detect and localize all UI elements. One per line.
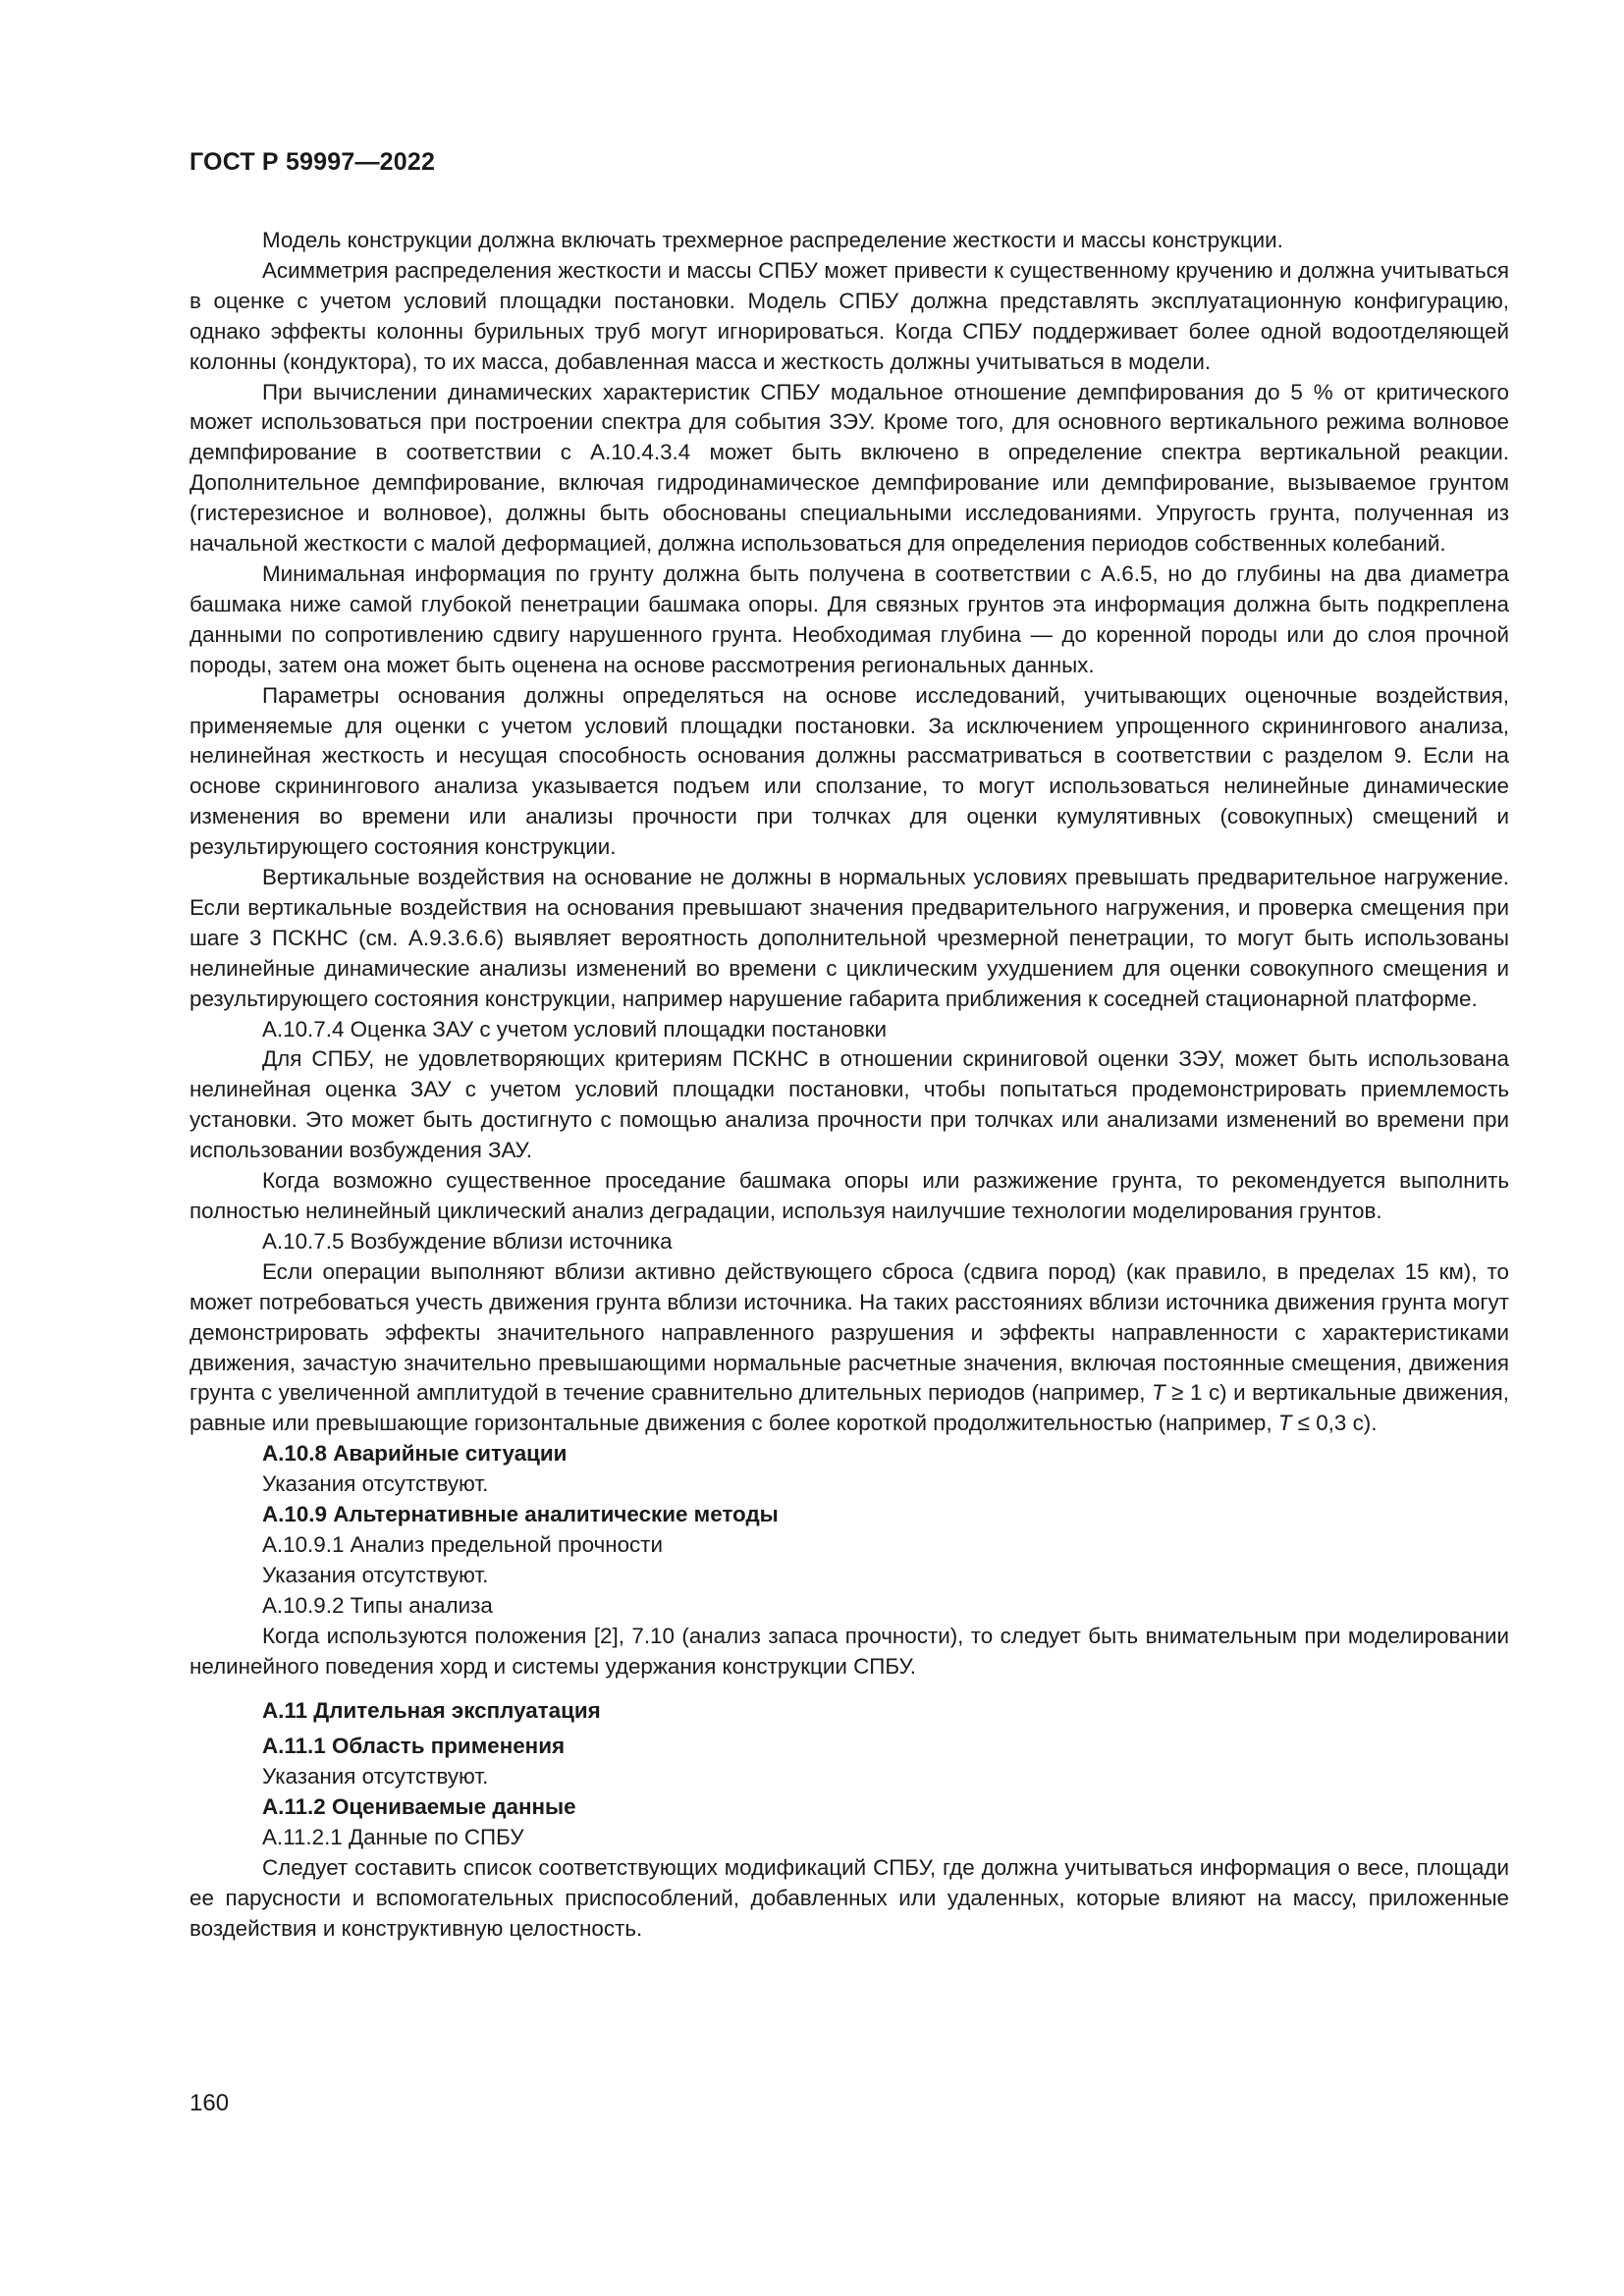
- near-source-text-3: ≤ 0,3 с).: [1291, 1411, 1378, 1436]
- paragraph-soil-info: Минимальная информация по грунту должна быть получена в соответствии с А.6.5, но до глубины на два диаметра башмака ниже самой глубокой пенетрации башмака опоры. Для связных грунтов эта информация должна быть подкреплена данными по сопротивлению сдвигу нарушенного грунта. Необходимая глубина — до коренной породы или до слоя прочной породы, затем она может быть оценена на основе рассмотрения региональных данных.: [189, 561, 1509, 677]
- period-variable-1: T: [1151, 1380, 1165, 1406]
- paragraph-vertical-actions: Вертикальные воздействия на основание не должны в нормальных условиях превышать предварительное нагружение. Если вертикальные воздействия на основания превышают значения предварительного нагружения, и проверка смещения при шаге 3 ПСКНС (см. А.9.3.6.6) выявляет вероятность дополнительной чрезмерной пенетрации, то могут быть использованы нелинейные динамические анализы изменений во времени с циклическим ухудшением для оценки совокупного смещения и результирующего состояния конструкции, например нарушение габарита приближения к соседней стационарной платформе.: [189, 865, 1509, 1011]
- section-heading-a108: А.10.8 Аварийные ситуации: [262, 1441, 568, 1467]
- paragraph-soil-liquefaction: Когда возможно существенное проседание башмака опоры или разжижение грунта, то рекомендуется выполнить полностью нелинейный циклический анализ деградации, используя наилучшие технологии моделирования грунтов.: [189, 1168, 1509, 1223]
- document-header-title: ГОСТ Р 59997—2022: [189, 148, 436, 176]
- paragraph-asymmetry: Асимметрия распределения жесткости и массы СПБУ может привести к существенному кручению и должна учитываться в оценке с учетом условий площадки постановки. Модель СПБУ должна представлять эксплуатационную конфигурацию, однако эффекты колонны бурильных труб могут игнорироваться. Когда СПБУ поддерживает более одной водоотделяющей колонны (кондуктора), то их масса, добавленная масса и жесткость должны учитываться в модели.: [189, 257, 1509, 374]
- document-body: [189, 226, 1509, 1945]
- section-heading-a112: А.11.2 Оцениваемые данные: [262, 1794, 576, 1820]
- page-number: 160: [189, 2090, 230, 2116]
- paragraph-a108-text: Указания отсутствуют.: [262, 1471, 489, 1497]
- paragraph-a1091-text: Указания отсутствуют.: [262, 1562, 489, 1587]
- paragraph-damping: При вычислении динамических характеристик СПБУ модальное отношение демпфирования до 5 % от критического может использоваться при построении спектра для события ЗЭУ. Кроме того, для основного вертикального режима волновое демпфирование в соответствии с А.10.4.3.4 может быть включено в определение спектра вертикальной реакции. Дополнительное демпфирование, включая гидродинамическое демпфирование или демпфирование, вызываемое грунтом (гистерезисное и волновое), должны быть обоснованы специальными исследованиями. Упругость грунта, полученная из начальной жесткости с малой деформацией, должна использоваться для определения периодов собственных колебаний.: [189, 379, 1509, 557]
- paragraph-foundation-params: Параметры основания должны определяться на основе исследований, учитывающих оценочные воздействия, применяемые для оценки с учетом условий площадки постановки. За исключением упрощенного скринингового анализа, нелинейная жесткость и несущая способность основания должны рассматриваться в соответствии с разделом 9. Если на основе скринингового анализа указывается подъем или сползание, то могут использоваться нелинейные динамические изменения во времени или анализы прочности при толчках для оценки кумулятивных (совокупных) смещений и результирующего состояния конструкции.: [189, 682, 1509, 860]
- section-heading-a109: А.10.9 Альтернативные аналитические методы: [262, 1502, 779, 1527]
- paragraph-a1092-text: Когда используются положения [2], 7.10 (анализ запаса прочности), то следует быть внимательным при моделировании нелинейного поведения хорд и системы удержания конструкции СПБУ.: [189, 1623, 1509, 1679]
- paragraph-model-structure: Модель конструкции должна включать трехмерное распределение жесткости и массы конструкции.: [262, 228, 1283, 252]
- paragraph-near-source: [189, 1257, 1509, 1439]
- paragraph-a111-text: Указания отсутствуют.: [262, 1764, 489, 1789]
- near-source-text-2: ≥ 1 с) и вертикальные движения, равные или превышающие горизонтальные движения с более короткой продолжительностью (например,: [189, 1380, 1509, 1436]
- section-heading-a111: А.11.1 Область применения: [262, 1734, 566, 1759]
- paragraph-a1121-text: Следует составить список соответствующих модификаций СПБУ, где должна учитываться информация о весе, площади ее парусности и вспомогательных приспособлений, добавленных или удаленных, которые влияют на массу, приложенные воздействия и конструктивную целостность.: [189, 1855, 1509, 1941]
- section-heading-a11: А.11 Длительная эксплуатация: [262, 1697, 601, 1723]
- paragraph-zau-assessment: Для СПБУ, не удовлетворяющих критериям ПСКНС в отношении скриниговой оценки ЗЭУ, может быть использована нелинейная оценка ЗАУ с учетом условий площадки постановки, чтобы попытаться продемонстрировать приемлемость установки. Это может быть достигнуто с помощью анализа прочности при толчках или анализами изменений во времени при использовании возбуждения ЗАУ.: [189, 1046, 1509, 1163]
- subsection-heading-a1091: А.10.9.1 Анализ предельной прочности: [262, 1531, 664, 1557]
- period-variable-2: T: [1277, 1411, 1292, 1436]
- near-source-text-1: Если операции выполняют вблизи активно действующего сброса (сдвига пород) (как правило, в пределах 15 км), то может потребоваться учесть движения грунта вблизи источника. На таких расстояниях вблизи источника движения грунта могут демонстрировать эффекты значительного направленного разрушения и эффекты направленности с характеристиками движения, зачастую значительно превышающими нормальные расчетные значения, включая постоянные смещения, движения грунта с увеличенной амплитудой в течение сравнительно длительных периодов (например,: [189, 1258, 1509, 1406]
- subsection-heading-a1075: А.10.7.5 Возбуждение вблизи источника: [262, 1228, 673, 1254]
- subsection-heading-a1074: А.10.7.4 Оценка ЗАУ с учетом условий площадки постановки: [262, 1016, 888, 1041]
- subsection-heading-a1092: А.10.9.2 Типы анализа: [262, 1592, 493, 1618]
- subsection-heading-a1121: А.11.2.1 Данные по СПБУ: [262, 1825, 524, 1850]
